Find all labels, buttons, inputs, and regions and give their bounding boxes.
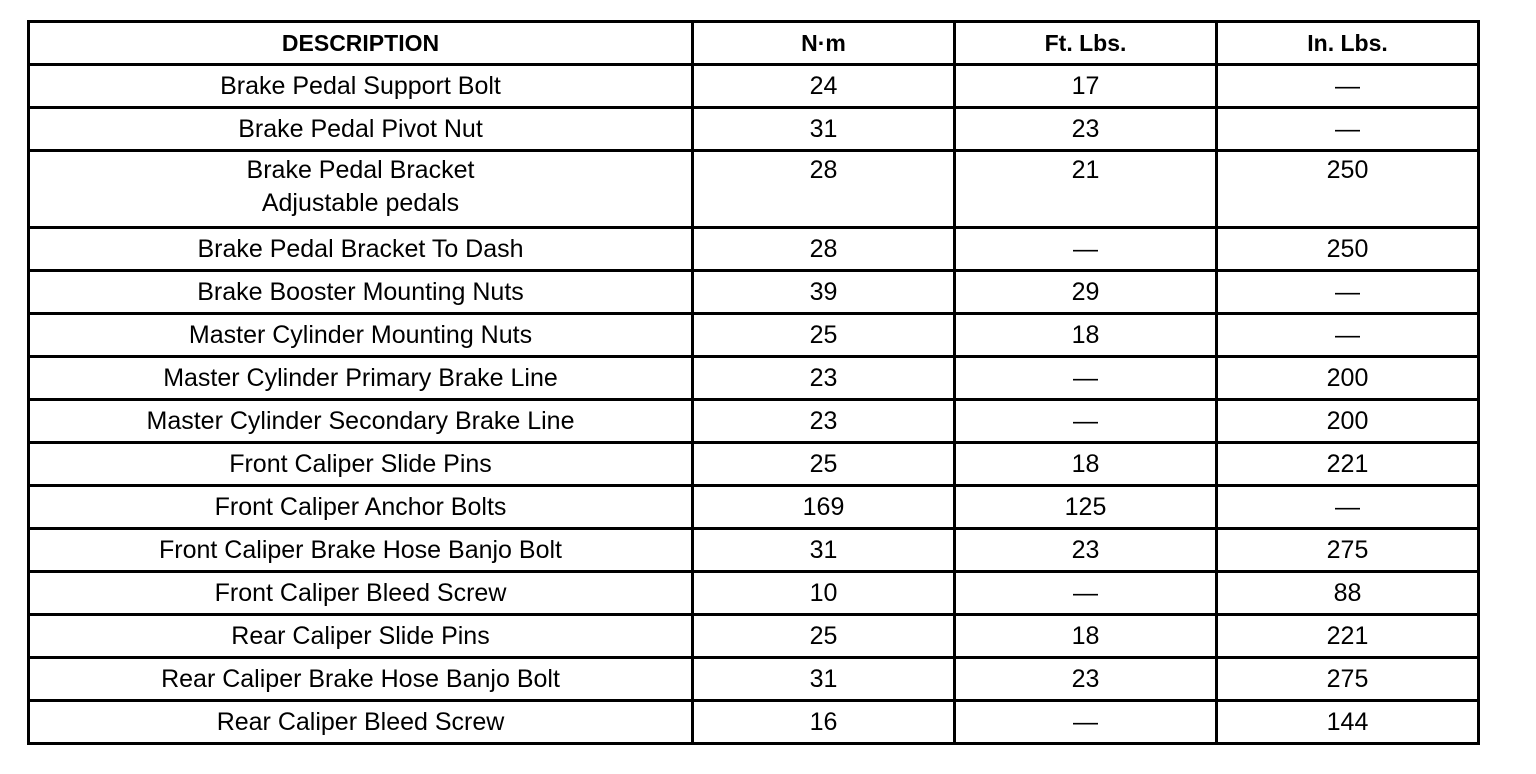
- inch-pounds-cell: 221: [1217, 615, 1479, 658]
- foot-pounds-cell: 18: [955, 443, 1217, 486]
- description-cell: [29, 271, 693, 314]
- table-row: [29, 314, 1479, 357]
- inch-pounds-cell: 144: [1217, 701, 1479, 744]
- foot-pounds-cell: —: [955, 400, 1217, 443]
- table-row: [29, 529, 1479, 572]
- inch-pounds-cell: 200: [1217, 357, 1479, 400]
- description-text: Rear Caliper Slide Pins: [231, 621, 490, 650]
- table-row: [29, 400, 1479, 443]
- foot-pounds-cell: 21: [955, 151, 1217, 228]
- inch-pounds-cell: 250: [1217, 151, 1479, 228]
- inch-pounds-cell: —: [1217, 108, 1479, 151]
- inch-pounds-cell: 88: [1217, 572, 1479, 615]
- inch-pounds-cell: —: [1217, 314, 1479, 357]
- header-newton-meters: N·m: [693, 22, 955, 65]
- newton-meters-cell: 31: [693, 658, 955, 701]
- newton-meters-cell: 10: [693, 572, 955, 615]
- foot-pounds-cell: 17: [955, 65, 1217, 108]
- header-description: DESCRIPTION: [29, 22, 693, 65]
- foot-pounds-cell: —: [955, 572, 1217, 615]
- inch-pounds-cell: —: [1217, 271, 1479, 314]
- foot-pounds-cell: 23: [955, 658, 1217, 701]
- newton-meters-cell: 24: [693, 65, 955, 108]
- description-text: Rear Caliper Bleed Screw: [216, 707, 505, 736]
- description-cell: [29, 529, 693, 572]
- description-text: Front Caliper Brake Hose Banjo Bolt: [159, 535, 562, 564]
- newton-meters-cell: 39: [693, 271, 955, 314]
- description-text: Master Cylinder Primary Brake Line: [163, 363, 558, 392]
- description-text: Master Cylinder Mounting Nuts: [188, 320, 533, 349]
- description-cell: [29, 65, 693, 108]
- description-text: Front Caliper Bleed Screw: [214, 578, 507, 607]
- torque-spec-table: [27, 20, 1480, 745]
- description-cell: [29, 357, 693, 400]
- description-text: Brake Booster Mounting Nuts: [197, 277, 524, 306]
- table-row: [29, 658, 1479, 701]
- header-row: [29, 22, 1479, 65]
- table-body: [29, 65, 1479, 744]
- newton-meters-cell: 169: [693, 486, 955, 529]
- description-text: Front Caliper Anchor Bolts: [214, 492, 507, 521]
- foot-pounds-cell: 29: [955, 271, 1217, 314]
- inch-pounds-cell: 200: [1217, 400, 1479, 443]
- table-row: [29, 443, 1479, 486]
- inch-pounds-cell: 275: [1217, 529, 1479, 572]
- description-text: Brake Pedal Pivot Nut: [238, 114, 483, 143]
- inch-pounds-cell: —: [1217, 486, 1479, 529]
- newton-meters-cell: 31: [693, 108, 955, 151]
- inch-pounds-cell: 250: [1217, 228, 1479, 271]
- table-header: [29, 22, 1479, 65]
- table-row: [29, 572, 1479, 615]
- newton-meters-cell: 23: [693, 357, 955, 400]
- table-row: [29, 108, 1479, 151]
- newton-meters-cell: 28: [693, 151, 955, 228]
- description-cell: [29, 443, 693, 486]
- table-row: [29, 271, 1479, 314]
- table-row: [29, 486, 1479, 529]
- header-inch-pounds: In. Lbs.: [1217, 22, 1479, 65]
- description-text: Rear Caliper Brake Hose Banjo Bolt: [161, 664, 560, 693]
- description-text: Brake Pedal Bracket To Dash: [197, 234, 524, 263]
- table-row: [29, 615, 1479, 658]
- description-text: Brake Pedal Support Bolt: [220, 71, 501, 100]
- description-cell: [29, 572, 693, 615]
- description-text: Adjustable pedals: [261, 189, 460, 217]
- description-cell: [29, 151, 693, 228]
- table-row: [29, 357, 1479, 400]
- foot-pounds-cell: —: [955, 228, 1217, 271]
- table-row: [29, 701, 1479, 744]
- foot-pounds-cell: —: [955, 357, 1217, 400]
- foot-pounds-cell: 18: [955, 615, 1217, 658]
- table-row: [29, 151, 1479, 228]
- foot-pounds-cell: 23: [955, 529, 1217, 572]
- inch-pounds-cell: —: [1217, 65, 1479, 108]
- newton-meters-cell: 28: [693, 228, 955, 271]
- newton-meters-cell: 25: [693, 314, 955, 357]
- description-text: Front Caliper Slide Pins: [229, 449, 492, 478]
- table-row: [29, 228, 1479, 271]
- foot-pounds-cell: 23: [955, 108, 1217, 151]
- newton-meters-cell: 31: [693, 529, 955, 572]
- header-foot-pounds: Ft. Lbs.: [955, 22, 1217, 65]
- description-text: Master Cylinder Secondary Brake Line: [146, 406, 575, 435]
- inch-pounds-cell: 275: [1217, 658, 1479, 701]
- newton-meters-cell: 23: [693, 400, 955, 443]
- description-cell: [29, 658, 693, 701]
- description-cell: [29, 228, 693, 271]
- description-cell: [29, 314, 693, 357]
- inch-pounds-cell: 221: [1217, 443, 1479, 486]
- foot-pounds-cell: 125: [955, 486, 1217, 529]
- description-cell: [29, 486, 693, 529]
- newton-meters-cell: 25: [693, 615, 955, 658]
- description-text: Brake Pedal Bracket: [246, 156, 475, 184]
- newton-meters-cell: 16: [693, 701, 955, 744]
- description-cell: [29, 400, 693, 443]
- foot-pounds-cell: —: [955, 701, 1217, 744]
- table-row: [29, 65, 1479, 108]
- description-cell: [29, 108, 693, 151]
- description-cell: [29, 615, 693, 658]
- foot-pounds-cell: 18: [955, 314, 1217, 357]
- description-cell: [29, 701, 693, 744]
- newton-meters-cell: 25: [693, 443, 955, 486]
